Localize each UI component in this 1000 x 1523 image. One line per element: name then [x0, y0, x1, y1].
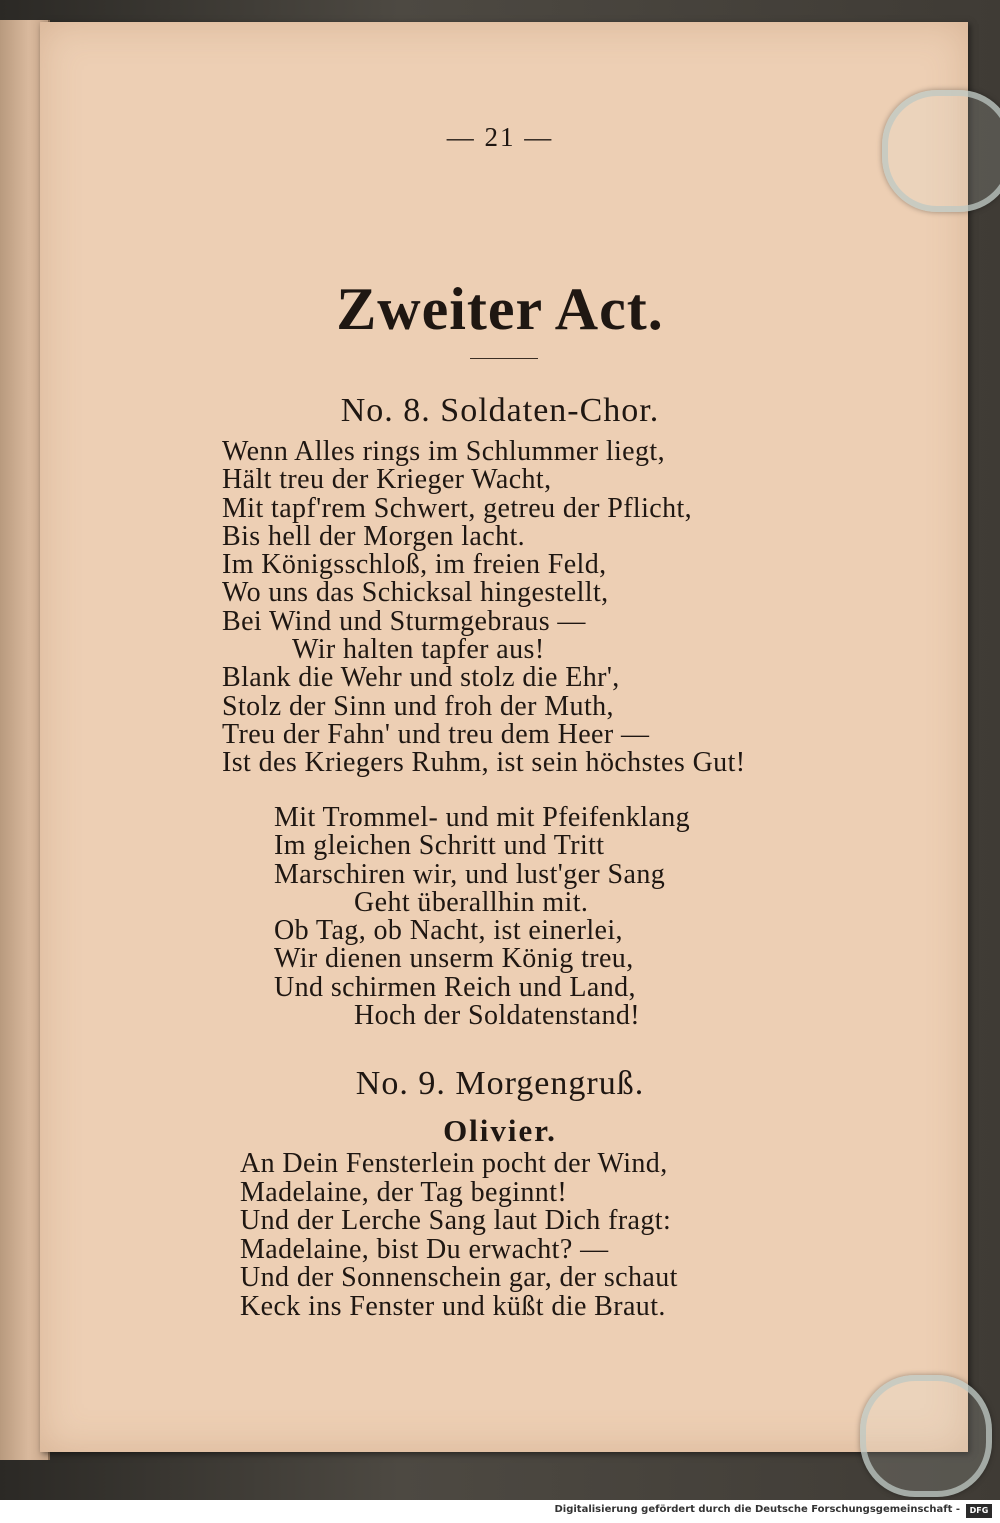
title-divider: [470, 358, 538, 359]
verse-line: Treu der Fahn' und treu dem Heer —: [222, 718, 650, 750]
verse-line: Wenn Alles rings im Schlummer liegt,: [222, 436, 665, 467]
chorus-verse-2: [274, 804, 690, 1030]
verse-line: Wir dienen unserm König treu,: [274, 943, 634, 975]
verse-line: Marschiren wir, und lust'ger Sang: [274, 858, 666, 890]
act-title: Zweiter Act.: [336, 276, 664, 342]
verse-line: Ob Tag, ob Nacht, ist einerlei,: [274, 915, 623, 947]
page-clip-bottom: [860, 1375, 992, 1497]
verse-line: Und der Sonnenschein gar, der schaut: [240, 1262, 678, 1294]
verse-line: Mit tapf'rem Schwert, getreu der Pflicht,: [222, 492, 693, 524]
verse-line: Mit Trommel- und mit Pfeifenklang: [274, 802, 691, 833]
verse-line: Geht überallhin mit.: [354, 886, 589, 918]
verse-line: An Dein Fensterlein pocht der Wind,: [240, 1148, 668, 1179]
dfg-logo: DFG: [966, 1504, 992, 1518]
morgengruss-verse: [240, 1150, 678, 1322]
verse-line: Hält treu der Krieger Wacht,: [222, 464, 552, 496]
verse-line: Ist des Kriegers Ruhm, ist sein höchstes Gut!: [222, 747, 746, 779]
section-heading-no8: No. 8. Soldaten-Chor.: [340, 392, 660, 429]
verse-line: Im Königsschloß, im freien Feld,: [222, 549, 607, 581]
verse-line: Und schirmen Reich und Land,: [274, 971, 636, 1003]
section-heading-no9: No. 9. Morgengruß.: [355, 1065, 645, 1102]
verse-line: Bei Wind und Sturmgebraus —: [222, 605, 586, 637]
verse-line: Stolz der Sinn und froh der Muth,: [222, 690, 614, 722]
verse-line: Blank die Wehr und stolz die Ehr',: [222, 662, 620, 694]
verse-line: Bis hell der Morgen lacht.: [222, 520, 526, 552]
verse-line: Keck ins Fenster und küßt die Braut.: [240, 1290, 666, 1322]
page-number: — 21 —: [446, 122, 554, 152]
digitization-footer: [0, 1500, 1000, 1523]
verse-line: Madelaine, bist Du erwacht? —: [240, 1233, 609, 1265]
verse-line: Wo uns das Schicksal hingestellt,: [222, 577, 609, 609]
chorus-verse-1: [222, 438, 746, 778]
verse-line: Und der Lerche Sang laut Dich fragt:: [240, 1205, 672, 1237]
funding-credit: Digitalisierung gefördert durch die Deutsche Forschungsgemeinschaft -: [554, 1504, 960, 1515]
verse-line: Im gleichen Schritt und Tritt: [274, 830, 605, 862]
verse-line: Madelaine, der Tag beginnt!: [240, 1176, 568, 1208]
singer-name: Olivier.: [443, 1113, 557, 1148]
verse-line: Hoch der Soldatenstand!: [354, 1000, 641, 1032]
verse-line: Wir halten tapfer aus!: [292, 634, 545, 666]
